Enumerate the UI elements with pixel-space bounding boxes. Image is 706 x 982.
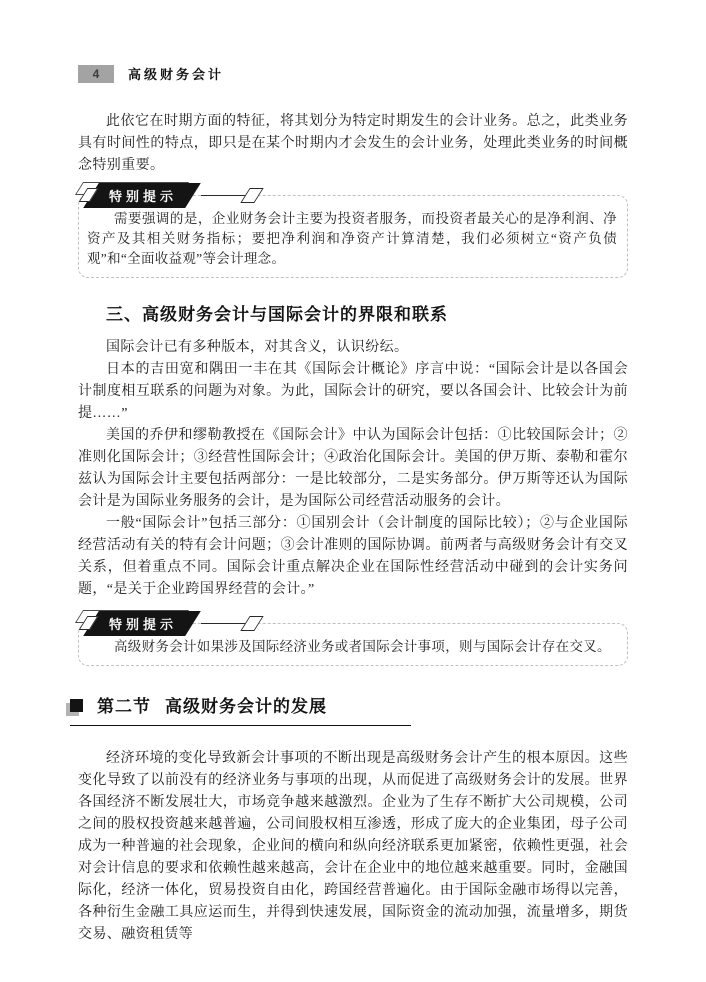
paragraph: 国际会计已有多种版本，对其含义，认识纷纭。 bbox=[106, 340, 409, 355]
section-three-heading: 三、高级财务会计与国际会计的界限和联系 bbox=[106, 305, 448, 324]
section-marker-icon bbox=[70, 699, 83, 712]
banner-end-decoration bbox=[240, 616, 263, 631]
banner-label-box bbox=[83, 611, 201, 636]
special-tip-callout-2 bbox=[78, 616, 628, 666]
special-tip-callout-1 bbox=[78, 188, 628, 278]
paragraph: 一般“国际会计”包括三部分：①国别会计（会计制度的国际比较）；②与企业国际经营活动有关的特有会计问题；③会计准则的国际协调。前两者与高级财务会计有交叉关系，但着重点不同。国际会计重点解决企业在国际性经营活动中碰到的会计实务问题，“是关于企业跨国界经营的会计。” bbox=[78, 516, 628, 597]
page-number-badge: 4 bbox=[78, 65, 114, 83]
special-tip-banner bbox=[83, 184, 259, 206]
callout-text: 高级财务会计如果涉及国际经济业务或者国际会计事项，则与国际会计存在交叉。 bbox=[114, 639, 611, 654]
intro-paragraph: 此依它在时期方面的特征，将其划分为特定时期发生的会计业务。总之，此类业务具有时间性的特点，即只是在某个时期内才会发生的会计业务，处理此类业务的时间概念特别重要。 bbox=[78, 114, 628, 173]
section-two-heading bbox=[70, 692, 411, 726]
section-number: 第二节 bbox=[97, 697, 151, 716]
section-title: 高级财务会计的发展 bbox=[165, 697, 327, 716]
book-title: 高级财务会计 bbox=[128, 67, 225, 82]
paragraph: 日本的吉田宽和隅田一丰在其《国际会计概论》序言中说：“国际会计是以各国会计制度相互联系的问题为对象。为此，国际会计的研究，要以各国会计、比较会计为前提……” bbox=[78, 362, 628, 421]
special-tip-banner bbox=[83, 612, 259, 634]
development-paragraph: 经济环境的变化导致新会计事项的不断出现是高级财务会计产生的根本原因。这些变化导致了以前没有的经济业务与事项的出现，从而促进了高级财务会计的发展。世界各国经济不断发展壮大，市场竞争越来越激烈。企业为了生存不断扩大公司规模，公司之间的股权投资越来越普遍，公司间股权相互渗透，形成了庞大的企业集团，母子公司成为一种普遍的社会现象，企业间的横向和纵向经济联系更加紧密，依赖性更强，社会对会计信息的要求和依赖性越来越高，会计在企业中的地位越来越重要。同时，金融国际化，经济一体化，贸易投资自由化，跨国经营普遍化。由于国际金融市场得以完善，各种衍生金融工具应运而生，并得到快速发展，国际资金的流动加强，流量增多，期货交易、融资租赁等 bbox=[78, 751, 628, 942]
banner-label-box bbox=[83, 183, 201, 208]
banner-label: 特别提示 bbox=[109, 616, 178, 632]
page-header bbox=[78, 64, 628, 83]
banner-end-decoration bbox=[240, 188, 263, 203]
callout-text: 需要强调的是，企业财务会计主要为投资者服务，而投资者最关心的是净利润、净资产及其相关财务指标；要把净利润和净资产计算清楚，我们必须树立“资产负债观”和“全面收益观”等会计理念。 bbox=[87, 211, 617, 266]
banner-tail-line bbox=[201, 623, 247, 624]
banner-tail-line bbox=[201, 195, 247, 196]
paragraph: 美国的乔伊和缪勒教授在《国际会计》中认为国际会计包括：①比较国际会计；②准则化国际会计；③经营性国际会计；④政治化国际会计。美国的伊万斯、泰勒和霍尔兹认为国际会计主要包括两部分：一是比较部分，二是实务部分。伊万斯等还认为国际会计是为国际业务服务的会计，是为国际公司经营活动服务的会计。 bbox=[78, 428, 628, 509]
banner-label: 特别提示 bbox=[109, 188, 178, 204]
